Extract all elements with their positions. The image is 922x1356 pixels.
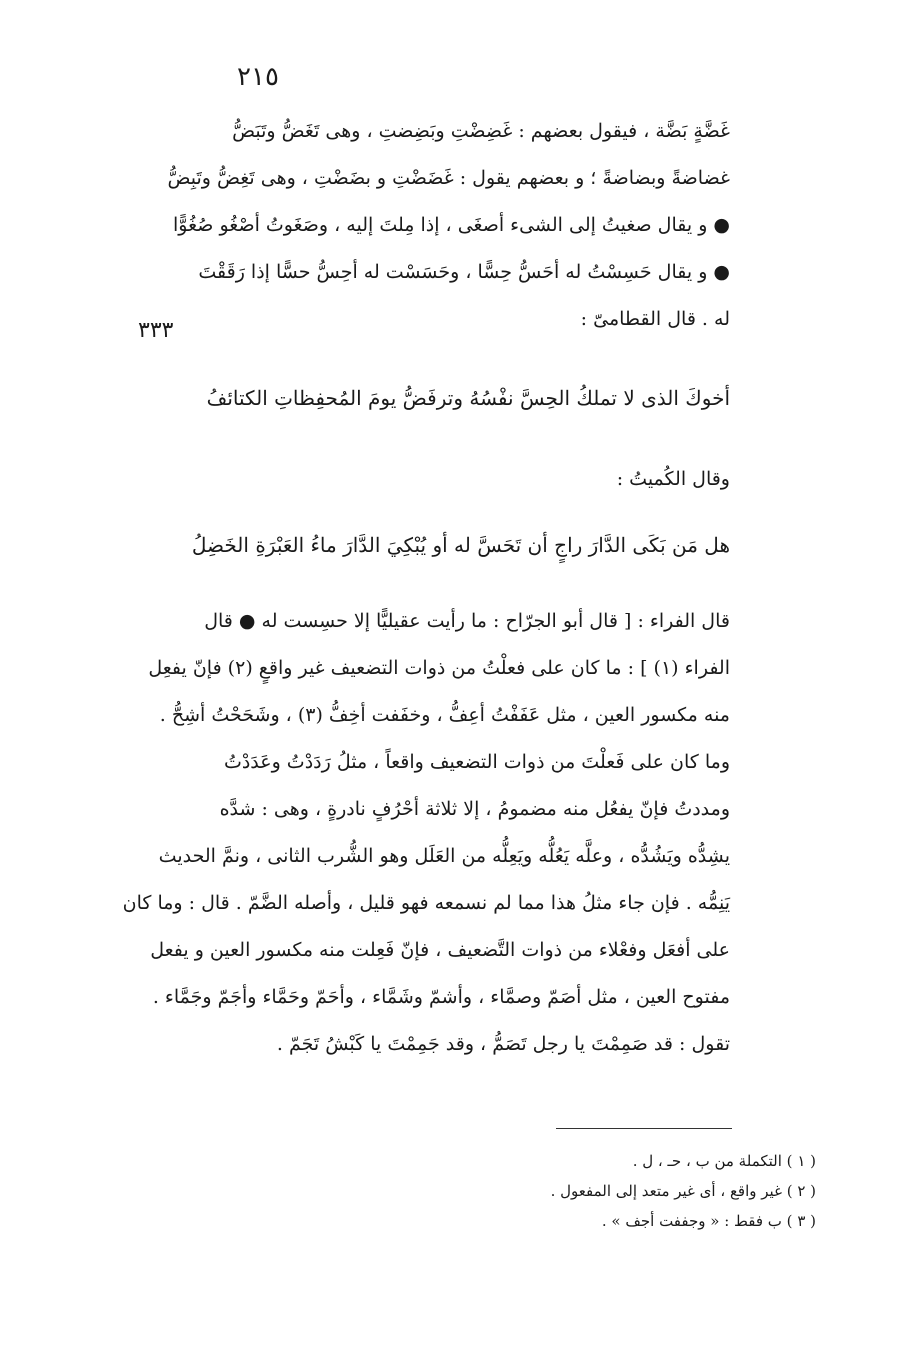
text-line: تقول : قد صَمِمْتَ يا رجل تَصَمُّ ، وقد جَمِمْتَ يا كَبْشُ تَجَمّ . [276,1033,730,1055]
kumayt-intro [200,456,730,503]
footnote-1: ( ١ ) التكملة من ب ، حـ ، ل . [632,1152,816,1170]
text-line: ومددتُ فإنّ يفعُل منه مضمومُ ، إلا ثلاثة أحْرُفٍ نادرةٍ ، وهى : شدَّه [219,798,730,820]
footnotes [300,1146,816,1236]
text-line: مفتوح العين ، مثل أصَمّ وصمَّاء ، وأشمّ وشَمَّاء ، وأحَمّ وحَمَّاء وأجَمّ وجَمَّاء . [152,986,730,1008]
text-line: وقال الكُميتُ : [616,468,730,490]
text-line: غَضَّةٍ بَضَّة ، فيقول بعضهم : غَضِضْتِ وبَضِضتِ ، وهى تَغَضُّ وتَبَضُّ [232,120,730,142]
footnote-3: ( ٣ ) ب فقط : « وجففت أجف » . [601,1212,816,1230]
text-line: يَنِمُّه . فإن جاء مثلُ هذا مما لم نسمعه فهو قليل ، وأصله الضَّمّ . قال : وما كان [122,892,730,914]
paragraph-2 [122,598,730,1068]
verse-kumayt: هل مَن بَكَى الدَّارَ راجٍ أن تَحَسَّ له أو يُبْكِيَ الدَّارَ ماءُ العَبْرَةِ الخَضِلُ [191,533,730,557]
footnote-2: ( ٢ ) غير واقع ، أى غير متعد إلى المفعول . [550,1182,816,1200]
paragraph-1 [167,108,730,343]
margin-reference-number: ٣٣٣ [138,318,174,343]
text-line: منه مكسور العين ، مثل عَفَفْتُ أعِفُّ ، وخفَفت أخِفُّ (٣) ، وشَحَحْتُ أشِحُّ . [159,704,730,726]
text-line: له . قال القطامىّ : [580,308,730,330]
text-line: ● و يقال حَسِسْتُ له أحَسُّ حِسًّا ، وحَسَسْت له أحِسُّ حسًّا إذا رَقَقْتَ [198,261,730,283]
text-line: قال الفراء : [ قال أبو الجرّاح : ما رأيت عقيليًّا إلا حسِست له ● قال [204,610,730,632]
text-line: الفراء (١) ] : ما كان على فعلْتُ من ذوات التضعيف غير واقعٍ (٢) فإنّ يفعِل [148,657,730,679]
text-line: يشِدُّه ويَشُدُّه ، وعلَّه يَعُلُّه ويَعِلُّه من العَلَل وهو الشُّرب الثانى ، ونمَّ الحديث [158,845,730,867]
text-line: ● و يقال صغيتُ إلى الشىء أصغَى ، إذا مِلتَ إليه ، وصَغَوتُ أصْغُو صُغُوًّا [173,214,730,236]
text-line: على أفعَل وفعْلاء من ذوات التَّضعيف ، فإنّ فَعِلت منه مكسور العين و يفعل [150,939,730,961]
verse-qutami: أخوكَ الذى لا تملكُ الحِسَّ نفْسُهُ وترفَضُّ يومَ المُحفِظاتِ الكتائفُ [206,386,730,410]
page-number: ٢١٥ [237,62,279,92]
text-line: وما كان على فَعلْتَ من ذوات التضعيف واقعاً ، مثلُ رَدَدْتُ وعَدَدْتُ [223,751,730,773]
footnote-divider [556,1128,732,1129]
text-line: غضاضةً وبضاضةً ؛ و بعضهم يقول : غَضَضْتِ و بضَضْتِ ، وهى تَغِضُّ وتَبِضُّ [167,167,730,189]
